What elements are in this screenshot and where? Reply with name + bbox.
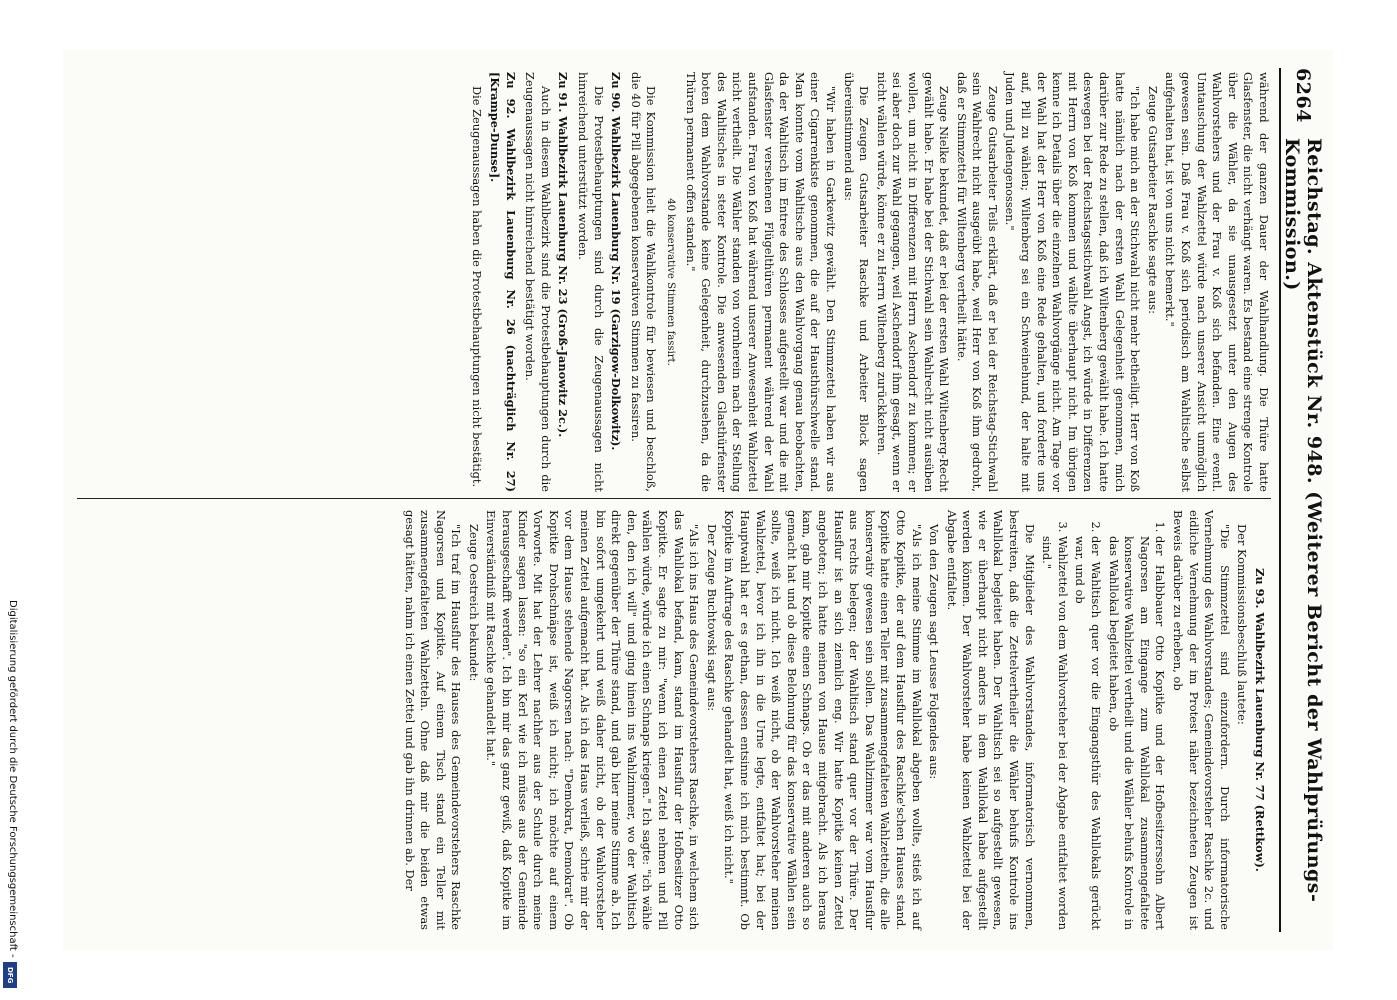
document-page <box>63 50 1333 950</box>
page-title: Reichstag. Aktenstück Nr. 948. (Weiterer Bericht der Wahlprüfungs-Kommission.) <box>1281 138 1325 903</box>
list-item: 2. der Wahltisch quer vor die Eingangsthür des Wahllokals gerückt war, und ob <box>1072 536 1103 930</box>
header-rule <box>1279 68 1281 932</box>
paragraph: während der ganzen Dauer der Wahlhandlung. Die Thüre hatte Glasfenster, die nicht verhängt waren. Es bestand eine strenge Kontrole über die Wähler, da sie unausgesetzt unter den Augen des Wahlvorstehers und der Frau v. Koß sich befanden. Eine eventl. Umtauschung der Wahlzettel würde nach unserer Ansicht unmöglich gewesen sein. Daß Frau v. Koß sich periodisch am Wahltische selbst aufgehalten hat, ist von uns nicht bemerkt." <box>1163 72 1271 492</box>
paragraph: Zeuge Gutsarbeiter Teils erklärt, daß er bei der Reichstag-Stichwahl sein Wahlrecht nicht ausgeübt habe, weil Herr von Koß ihm gedroht, daß er Stimmzettel für Wiltenberg vertheilt hätte. <box>954 72 1000 492</box>
paragraph: Die Zeugen Gutsarbeiter Raschke und Arbeiter Block sagen übereinstimmend aus: <box>841 72 872 492</box>
left-column <box>77 72 1271 492</box>
credit-text: Digitalisierung gefördert durch die Deutsche Forschungsgemeinschaft - <box>7 600 18 958</box>
paragraph: Der Kommissionsbeschluß lautete: <box>1235 524 1250 725</box>
paragraph: "Als ich ins Haus des Gemeindevorstehers Raschke, in welchem sich das Wahllokal befand, kam, stand im Hausflur der Hofbesitzer Otto Kopitke. Er sagte zu mir: "wenn ich einen Zettel nehmen und Pill wählen würde, würde ich einen Schnaps kriegen." Ich sagte: "ich wähle den, den ich will" und ging hinein ins Wahlzimmer, wo der Wahltisch direkt gegenüber der Thüre stand, und gab hier meine Stimme ab. Ich bin sofort umgekehrt und weiß daher nicht, ob der Wahlvorsteher meinen Zettel aufgemacht hat. Als ich das Haus verließ, schrie mir der vor dem Hause stehende Nagorsen nach: "Demokrat, Demokrat". Ob Kopitke Drohschnäpse ist, weiß ich nicht; ich möchte auf einem Vorworte. Mit hat der Lehrer nachher aus der Schule durch meine Kinder sagen lassen: "so ein Kerl wie ich müsse aus der Gemeinde herausgeschafft werden". Ich bin mir das ganz gewiß, daß Kopitke im Einverständniß mit Raschke gehandelt hat." <box>484 510 702 930</box>
small-note: 40 konservative Stimmen fassirt. <box>665 198 677 366</box>
paragraph: "Ich traf im Hausflur des Hauses des Gemeindevorstehers Raschke Nagorsen und Kopitke. Auf einem Tisch stand ein Teller mit zusammengefalteten Wahlzetteln. Ohne daß mir die beiden etwas gesagt hätten, nahm ich einen Zettel und gab ihn drinnen ab. Der <box>402 510 464 930</box>
list-item: 3. Wahlzettel von dem Wahlvorsteher bei der Abgabe entfaltet worden sind." <box>1039 536 1070 930</box>
section-text: Auch in diesem Wahlbezirk sind die Protestbehauptungen durch die Zeugenaussagen nicht hinreichend bestätigt worden. <box>523 72 553 492</box>
section-heading: Zu 90. Wahlbezirk Lauenburg Nr. 19 (Garzigow-Dolkowitz). <box>609 72 624 451</box>
resolution: "Die Stimmzettel sind einzufordern. Durch informatorische Vernehmung des Wahlvorstandes; Gemeindevorsteher Raschke 2c. und eidliche Vernehmung der im Protest näher bezeichneten Zeugen ist Beweis darüber zu erheben, ob <box>1171 510 1232 930</box>
paragraph: Zeuge Oestreich bekundet: <box>466 524 481 682</box>
paragraph: "Ich habe mich an der Stichwahl nicht mehr betheiligt. Herr von Koß hatte nämlich nach der ersten Wahl Gelegenheit genommen, mich darüber zur Rede zu stellen, daß ich Wiltenberg gewählt habe. Ich hatte deswegen bei der Reichstagsstichwahl Angst, ich würde in Differenzen mit Herrn von Koß kommen und wählte überhaupt nicht. Im übrigen kenne ich Details über die einzelnen Wahlvorgänge nicht. Am Tage vor der Wahl hat der Herr von Koß eine Rede gehalten, und forderte uns auf, Pill zu wählen; Wiltenberg sei ein Schweinehund, der halte mit Juden und Judengenossen." <box>1003 72 1143 492</box>
section-heading: Zu 91. Wahlbezirk Lauenburg Nr. 23 (Groß-Janowitz 2c.). <box>556 72 571 438</box>
page-header <box>1281 68 1325 932</box>
dfg-logo: DFG <box>3 962 17 988</box>
paragraph: Zeuge Gutsarbeiter Raschke sagte aus: <box>1145 86 1160 314</box>
column-divider <box>77 498 1271 499</box>
paragraph: "Wir haben in Garkewitz gewählt. Den Stimmzettel haben wir aus einer Cigarrenkiste genommen, die auf der Hausthürschwelle stand. Man konnte vom Wahltische aus den Wahlvorgang genau beobachten, da der Wahltisch im Entree des Schlosses aufgestellt war und die mit Glasfenster versehenen Flügelthüren permanent während der Wahl aufstanden. Frau von Koß hat während unserer Anwesenheit Wahlzettel nicht vertheilt. Die Wähler standen von vornherein nach der Stellung des Wahltisches in steter Kontrole. Die anwesenden Glasthürfenster boten dem Wahlvorstande keine Gelegenheit, durchzusehen, da die Thüren permanent offen standen." <box>683 72 838 492</box>
paragraph: Die Mitglieder des Wahlvorstandes, informatorisch vernommen, bestreiten, daß die Zettelvertheiler die Wähler behufs Kontrole ins Wahllokal begleitet haben. Der Wahltisch sei so aufgestellt gewesen, wie er überhaupt nicht anders in dem Wahllokal habe aufgestellt werden können. Der Wahlvorsteher habe keinen Wahlzettel bei der Abgabe entfaltet. <box>944 510 1037 930</box>
paragraph: "Als ich meine Stimme im Wahllokal abgeben wollte, stieß ich auf Otto Kopitke, der auf dem Hausflur des Raschke'schen Hauses stand. Kopitke hatte einen Teller mit zusammengefalteten Wahlzetteln, die alle konservativ gewesen sein sollen. Das Wahlzimmer war vom Hausflur aus rechts belegen; der Wahltisch stand quer vor der Thüre. Der Hausflur ist an sich ziemlich eng. Wir hatte Kopitke keinen Zettel angeboten; ich hatte meinen von Hause mitgebracht. Als ich heraus kam, gab mir Kopitke einen Schnaps. Ob er das mit anderen auch so gemacht hat und ob diese Belohnung für das konservative Wählen sein sollte, weiß ich nicht. Ich weiß nicht, ob der Wahlvorsteher meinen Wahlzettel, bevor ich ihn in die Urne legte, entfaltet hat; bei der Hauptwahl hat er es gethan, dessen entsinne ich mich bestimmt. Ob Kopitke im Auftrage des Raschke gehandelt hat, weiß ich nicht." <box>722 510 924 930</box>
conclusion: Die Kommission hielt die Wahlkontrole für bewiesen und beschloß, die 40 für Pill abgegebenen konservativen Stimmen zu fassiren. <box>628 72 659 492</box>
paragraph: Der Zeuge Buchtowski sagt aus: <box>704 524 719 712</box>
section-text: Die Protestbehauptungen sind durch die Zeugenaussagen nicht hinreichend unterstützt worden. <box>576 72 606 492</box>
page-number: 6264 <box>1292 68 1314 123</box>
numbered-list <box>1039 510 1168 930</box>
list-item: 1. der Halbbauer Otto Kopitke und der Hofbesitzerssohn Albert Nagorsen am Eingange zum Wahllokal zusammengefaltete konservative Wahlzettel vertheilt und die Wähler behufs Kontrole in das Wahllokal begleitet haben, ob <box>1105 536 1167 930</box>
section-text: Die Zeugenaussagen haben die Protestbehauptungen nicht bestätigt. <box>470 86 485 488</box>
section-heading: Zu 92. Wahlbezirk Lauenburg Nr. 26 (nachträglich Nr. 27) [Krampe-Dunse]. <box>488 72 518 492</box>
paragraph: Zeuge Nielke bekundet, daß er bei der ersten Wahl Wiltenberg-Recht gewählt habe. Er habe bei der Stichwahl sein Wahlrecht nicht ausüben wollen, um nicht in Differenzen mit Herrn Aschendorf zu kommen; er sei aber doch zur Wahl gegangen, weil Aschendorf ihm gesagt, wenn er nicht wählen würde, könne er zu Herrn Wiltenberg zurückkehren. <box>874 72 952 492</box>
right-column <box>77 510 1271 930</box>
paragraph: Von den Zeugen sagt Leusse Folgendes aus: <box>927 524 942 780</box>
section-heading: Zu 93. Wahlbezirk Lauenburg Nr. 77 (Rettkow). <box>1253 568 1267 872</box>
digitization-credit <box>0 0 22 1000</box>
